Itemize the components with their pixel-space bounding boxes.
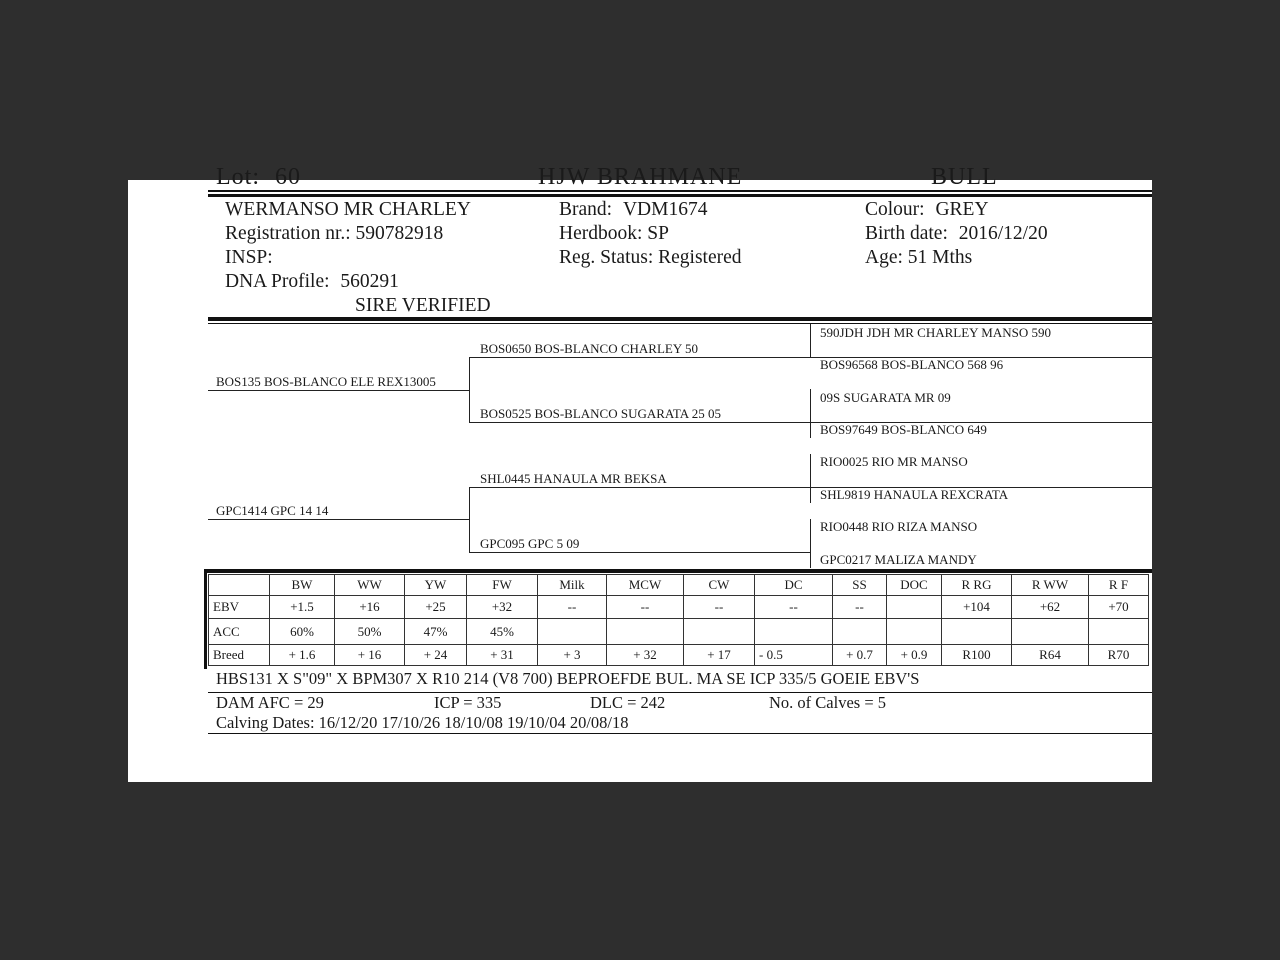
herdbook-label: Herdbook: bbox=[559, 223, 643, 244]
breed-cell: + 3 bbox=[538, 645, 607, 666]
ebv-header-row bbox=[209, 575, 1149, 596]
sire-bracket bbox=[469, 357, 470, 423]
sire-dam-line bbox=[469, 422, 811, 423]
acc-cell: 45% bbox=[467, 619, 538, 645]
pedigree-g3-entry: SHL9819 HANAULA REXCRATA bbox=[820, 487, 1009, 502]
ebv-header-cell: CW bbox=[684, 575, 755, 596]
ebv-header-cell: WW bbox=[335, 575, 405, 596]
acc-cell bbox=[607, 619, 684, 645]
insp-row bbox=[225, 246, 471, 270]
animal-info-middle bbox=[559, 198, 742, 270]
dam-bracket bbox=[469, 487, 470, 553]
ebv-cell: +25 bbox=[405, 596, 467, 619]
dam-afc: DAM AFC = 29 bbox=[216, 693, 324, 712]
ebv-cell bbox=[887, 596, 942, 619]
insp-label: INSP: bbox=[225, 247, 273, 268]
lot-document-page bbox=[128, 164, 1152, 782]
ebv-rule bbox=[204, 569, 1152, 573]
remarks-text: HBS131 X S"09" X BPM307 X R10 214 (V8 700) BEPROEFDE BUL. MA SE ICP 335/5 GOEIE EBV'S bbox=[216, 669, 920, 688]
breed-cell: R64 bbox=[1012, 645, 1089, 666]
header-rule-thick bbox=[208, 194, 1152, 197]
calving-dates: Calving Dates: 16/12/20 17/10/26 18/10/08 19/10/04 20/08/18 bbox=[216, 713, 629, 732]
ebv-cell: +16 bbox=[335, 596, 405, 619]
animal-info-left bbox=[225, 198, 471, 294]
ebv-header-cell: R WW bbox=[1012, 575, 1089, 596]
ebv-left-border bbox=[204, 569, 207, 669]
acc-cell bbox=[942, 619, 1012, 645]
breed-cell: + 17 bbox=[684, 645, 755, 666]
ebv-header-cell: R RG bbox=[942, 575, 1012, 596]
remarks-rule bbox=[208, 692, 1152, 693]
animal-info-right bbox=[865, 198, 1048, 270]
breed-cell: + 24 bbox=[405, 645, 467, 666]
acc-cell bbox=[684, 619, 755, 645]
ebv-cell: +62 bbox=[1012, 596, 1089, 619]
colour-label: Colour: bbox=[865, 199, 925, 220]
ebv-header-cell bbox=[209, 575, 270, 596]
pedigree-dam-dam: GPC095 GPC 5 09 bbox=[480, 536, 580, 551]
ebv-cell: +104 bbox=[942, 596, 1012, 619]
breed-cell: - 0.5 bbox=[755, 645, 833, 666]
pedigree-g3-entry: GPC0217 MALIZA MANDY bbox=[820, 552, 977, 567]
ebv-cell: +32 bbox=[467, 596, 538, 619]
breed-cell: + 1.6 bbox=[270, 645, 335, 666]
age-value: 51 Mths bbox=[907, 247, 973, 268]
colour-value: GREY bbox=[935, 199, 989, 220]
herdbook-value: SP bbox=[647, 223, 669, 244]
acc-cell: 60% bbox=[270, 619, 335, 645]
acc-cell bbox=[1012, 619, 1089, 645]
pedigree-g3-entry: 09S SUGARATA MR 09 bbox=[820, 390, 951, 405]
sire-sire-line bbox=[469, 357, 811, 358]
pedigree-g3-entry: RIO0025 RIO MR MANSO bbox=[820, 454, 968, 469]
g3-bracket-2 bbox=[810, 389, 811, 438]
colour-row bbox=[865, 198, 1048, 222]
registration-value: 590782918 bbox=[355, 223, 444, 244]
breed-cell: + 31 bbox=[467, 645, 538, 666]
ebv-header-cell: DOC bbox=[887, 575, 942, 596]
reg-status-row bbox=[559, 246, 742, 270]
dam-line bbox=[208, 519, 470, 520]
dam-calves-count: No. of Calves = 5 bbox=[769, 693, 886, 712]
breed-cell: + 0.9 bbox=[887, 645, 942, 666]
registration-label: Registration nr.: bbox=[225, 223, 351, 244]
g3-bracket-3 bbox=[810, 454, 811, 503]
ebv-row bbox=[209, 596, 1149, 619]
ebv-cell: -- bbox=[833, 596, 887, 619]
breed-row-label: Breed bbox=[209, 645, 270, 666]
ebv-cell: -- bbox=[755, 596, 833, 619]
pedigree-rule-thick bbox=[208, 317, 1152, 321]
ebv-header-cell: FW bbox=[467, 575, 538, 596]
ebv-header-cell: BW bbox=[270, 575, 335, 596]
sire-line bbox=[208, 390, 470, 391]
pedigree-sire-sire: BOS0650 BOS-BLANCO CHARLEY 50 bbox=[480, 341, 699, 356]
pedigree-dam-sire: SHL0445 HANAULA MR BEKSA bbox=[480, 471, 667, 486]
ebv-cell: -- bbox=[538, 596, 607, 619]
pedigree-g3-entry: BOS96568 BOS-BLANCO 568 96 bbox=[820, 357, 1004, 372]
footer-rule bbox=[208, 733, 1152, 734]
reg-status-label: Reg. Status: bbox=[559, 247, 654, 268]
pedigree-sire: BOS135 BOS-BLANCO ELE REX13005 bbox=[216, 374, 436, 389]
ebv-header-cell: DC bbox=[755, 575, 833, 596]
birth-date-value: 2016/12/20 bbox=[958, 223, 1048, 244]
breed-cell: R100 bbox=[942, 645, 1012, 666]
breed-avg-row bbox=[209, 645, 1149, 666]
acc-cell bbox=[755, 619, 833, 645]
g3-bracket-1 bbox=[810, 324, 811, 358]
acc-cell bbox=[1089, 619, 1149, 645]
ebv-header-cell: Milk bbox=[538, 575, 607, 596]
herdbook-row bbox=[559, 222, 742, 246]
pedigree-rule-thin bbox=[208, 323, 1152, 324]
g3-bracket-4 bbox=[810, 519, 811, 568]
dam-icp: ICP = 335 bbox=[434, 693, 502, 712]
birth-date-label: Birth date: bbox=[865, 223, 948, 244]
lot-value: 60 bbox=[275, 164, 301, 190]
brand-row bbox=[559, 198, 742, 222]
pedigree-dam: GPC1414 GPC 14 14 bbox=[216, 503, 329, 518]
brand-value: VDM1674 bbox=[622, 199, 708, 220]
breed-cell: + 0.7 bbox=[833, 645, 887, 666]
sire-verified-label: SIRE VERIFIED bbox=[355, 295, 491, 316]
ebv-cell: +1.5 bbox=[270, 596, 335, 619]
pedigree-sire-dam: BOS0525 BOS-BLANCO SUGARATA 25 05 bbox=[480, 406, 721, 421]
acc-cell bbox=[833, 619, 887, 645]
acc-row bbox=[209, 619, 1149, 645]
pedigree-g3-entry: 590JDH JDH MR CHARLEY MANSO 590 bbox=[820, 325, 1052, 340]
ebv-header-cell: R F bbox=[1089, 575, 1149, 596]
breed-cell: R70 bbox=[1089, 645, 1149, 666]
lot-number bbox=[216, 164, 301, 191]
pedigree-g3-entry: BOS97649 BOS-BLANCO 649 bbox=[820, 422, 987, 437]
dna-label: DNA Profile: bbox=[225, 271, 330, 292]
sex-label: BULL bbox=[931, 164, 998, 190]
ebv-cell: +70 bbox=[1089, 596, 1149, 619]
ebv-cell: -- bbox=[684, 596, 755, 619]
dam-dlc: DLC = 242 bbox=[590, 693, 666, 712]
breed-cell: + 32 bbox=[607, 645, 684, 666]
acc-cell bbox=[887, 619, 942, 645]
dam-sire-line bbox=[469, 487, 811, 488]
acc-cell: 47% bbox=[405, 619, 467, 645]
dna-value: 560291 bbox=[340, 271, 399, 292]
age-row bbox=[865, 246, 1048, 270]
breed-cell: + 16 bbox=[335, 645, 405, 666]
acc-row-label: ACC bbox=[209, 619, 270, 645]
registration-row bbox=[225, 222, 471, 246]
ebv-header-cell: SS bbox=[833, 575, 887, 596]
brand-label: Brand: bbox=[559, 199, 613, 220]
pedigree-g3-entry: RIO0448 RIO RIZA MANSO bbox=[820, 519, 978, 534]
ebv-table bbox=[208, 574, 1149, 666]
lot-label: Lot: bbox=[216, 164, 260, 190]
ebv-cell: -- bbox=[607, 596, 684, 619]
acc-cell: 50% bbox=[335, 619, 405, 645]
animal-name: WERMANSO MR CHARLEY bbox=[225, 199, 471, 220]
dna-row bbox=[225, 270, 471, 294]
header-rule-thin bbox=[208, 190, 1152, 192]
ebv-header-cell: YW bbox=[405, 575, 467, 596]
dam-dam-line bbox=[469, 552, 811, 553]
ebv-row-label: EBV bbox=[209, 596, 270, 619]
birth-date-row bbox=[865, 222, 1048, 246]
breed-title: HJW BRAHMANE bbox=[538, 164, 743, 190]
reg-status-value: Registered bbox=[658, 247, 742, 268]
ebv-header-cell: MCW bbox=[607, 575, 684, 596]
acc-cell bbox=[538, 619, 607, 645]
age-label: Age: bbox=[865, 247, 903, 268]
